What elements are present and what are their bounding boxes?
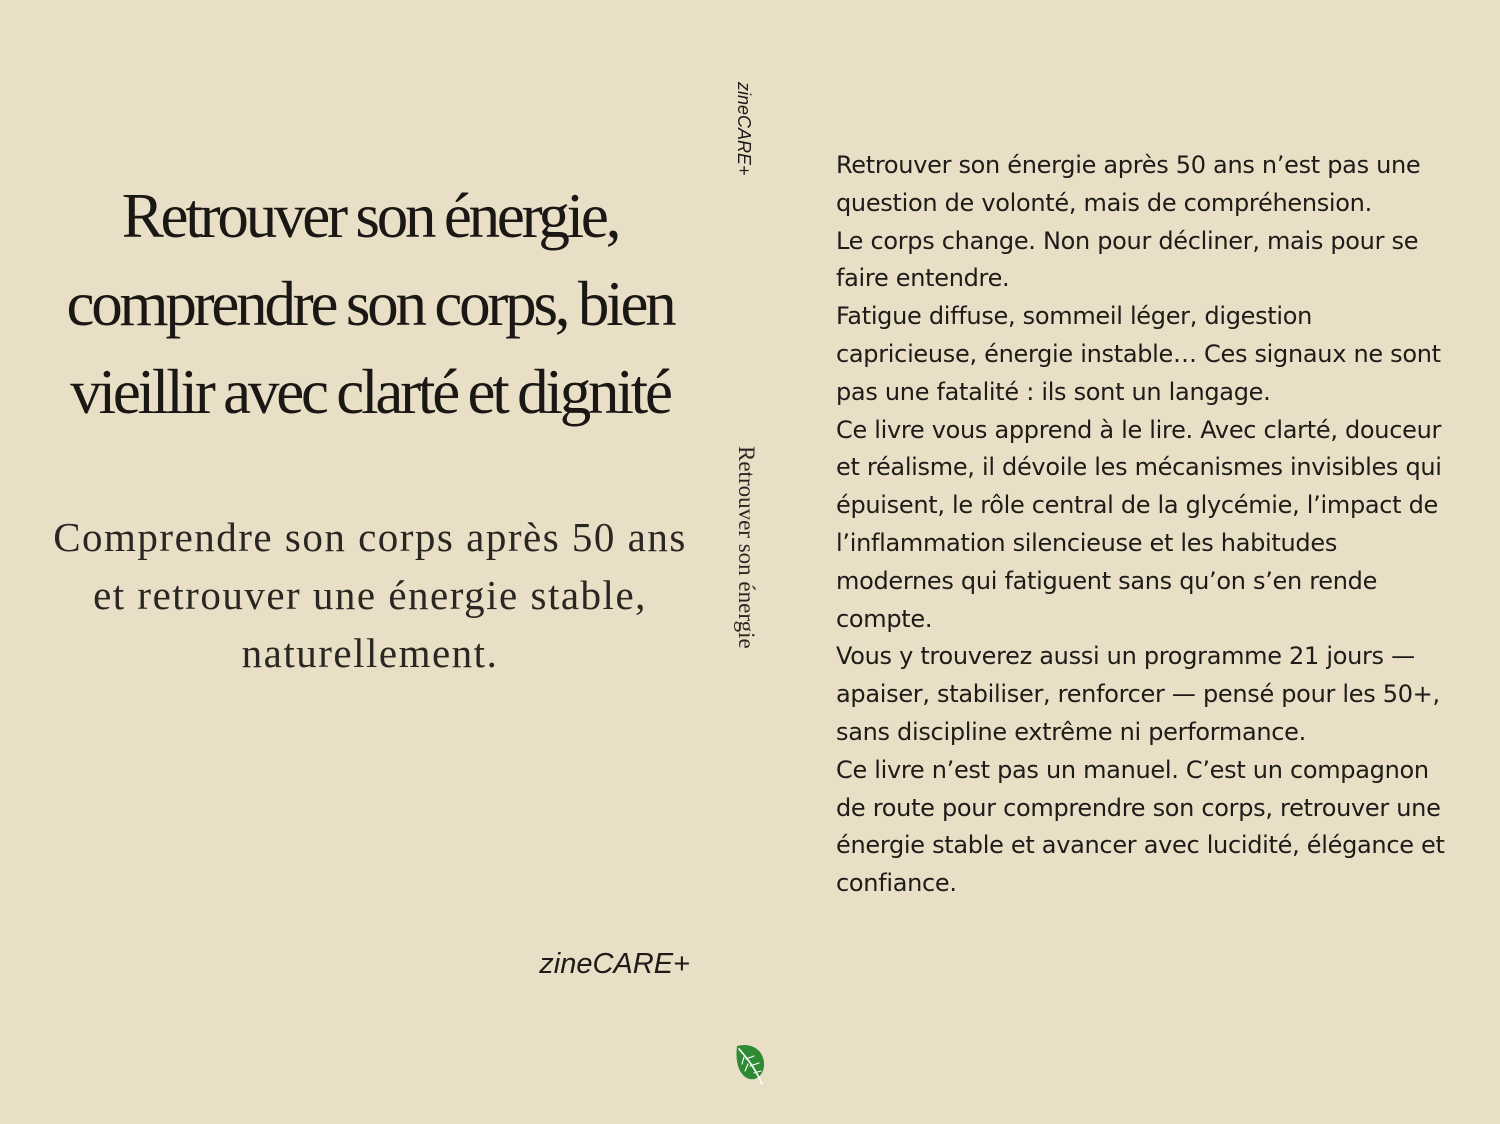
leaf-icon [733, 1040, 767, 1086]
front-brand: zineCARE+ [539, 948, 690, 980]
spine-title: Retrouver son énergie [734, 446, 759, 649]
front-title: Retrouver son énergie, comprendre son corps, bien vieillir avec clarté et dignité [66, 181, 674, 427]
back-cover-text [836, 147, 1446, 903]
back-paragraph: Ce livre n’est pas un manuel. C’est un compagnon de route pour comprendre son corps, retrouver une énergie stable et avancer avec lucidité, élégance et confiance. [836, 755, 1445, 898]
back-paragraph: Retrouver son énergie après 50 ans n’est pas une question de volonté, mais de compréhension. [836, 151, 1421, 217]
back-paragraph: Le corps change. Non pour décliner, mais pour se faire entendre. [836, 226, 1419, 293]
back-paragraph: Fatigue diffuse, sommeil léger, digestion capricieuse, énergie instable… Ces signaux ne sont pas une fatalité : ils sont un langage. [836, 302, 1441, 406]
back-paragraph: Ce livre vous apprend à le lire. Avec clarté, douceur et réalisme, il dévoile les mécanismes invisibles qui épuisent, le rôle central de la glycémie, l’impact de l’inflammation silencieuse et les habitudes modernes qui fatiguent sans qu’on s’en rende compte. [836, 415, 1442, 633]
back-paragraph: Vous y trouverez aussi un programme 21 jours — apaiser, stabiliser, renforcer — pensé pour les 50+, sans discipline extrême ni performance. [836, 642, 1440, 746]
spine-brand: zineCARE+ [734, 82, 754, 176]
front-subtitle: Comprendre son corps après 50 ans et retrouver une énergie stable, naturellement. [53, 514, 687, 676]
